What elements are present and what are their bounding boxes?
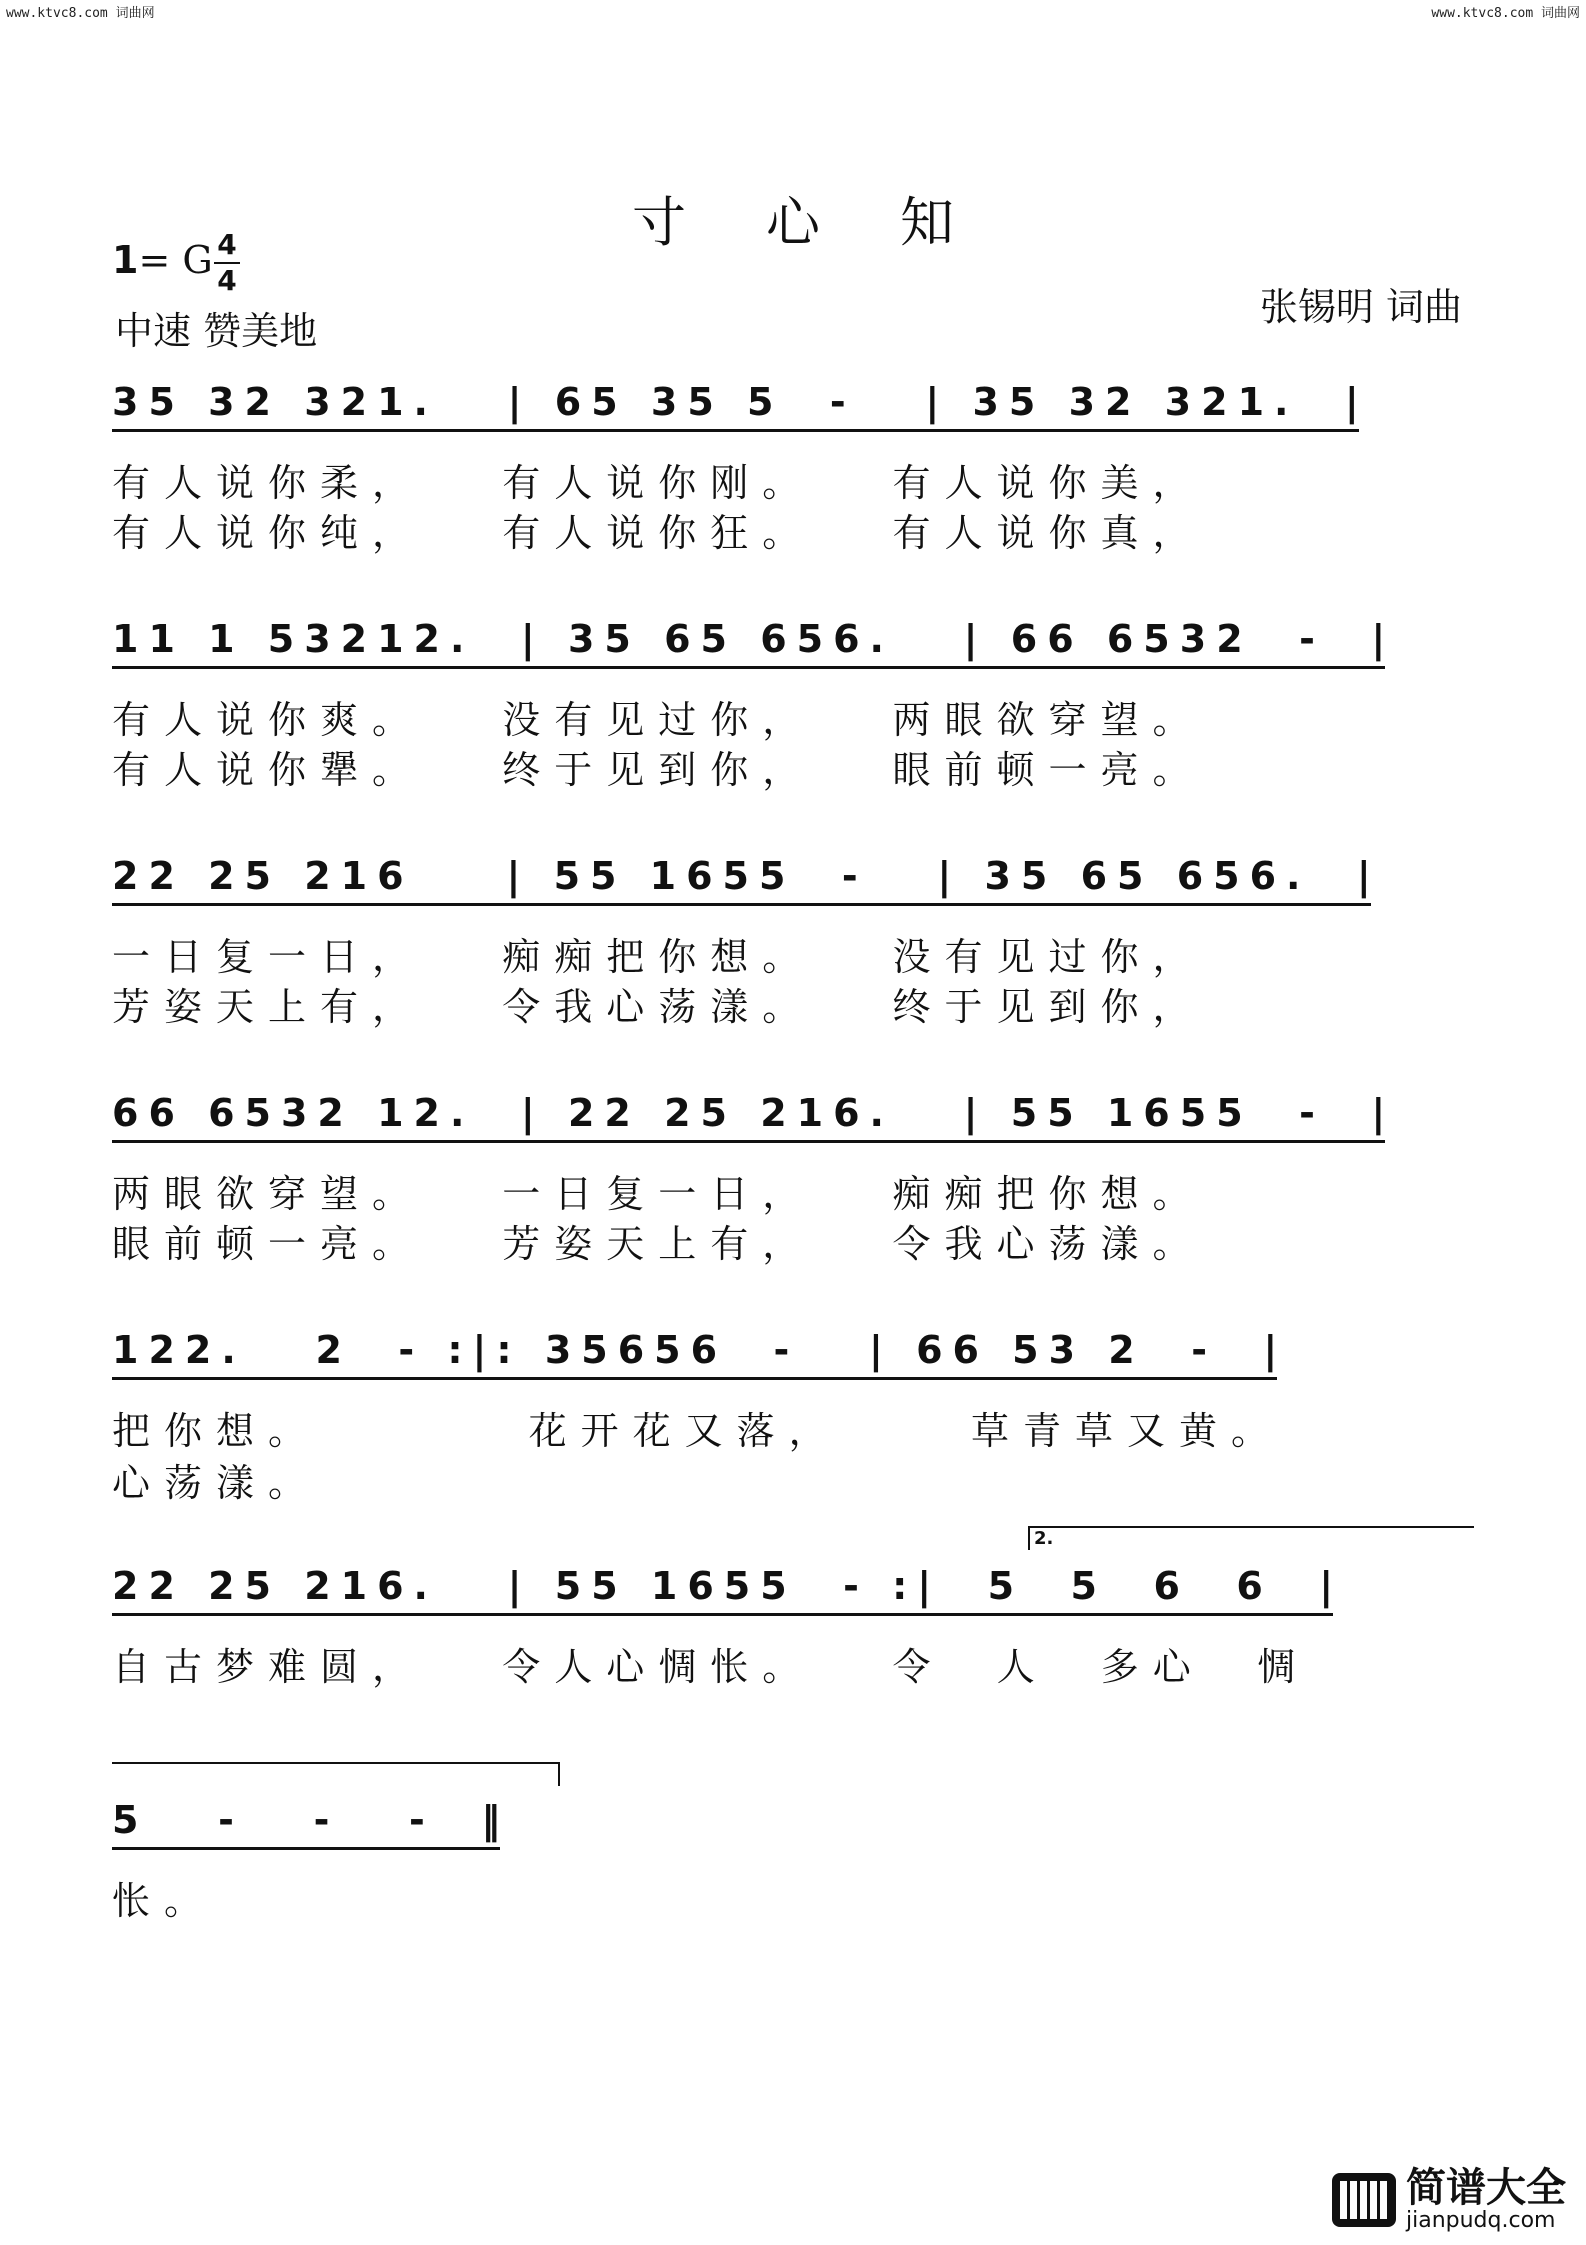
volta-bracket — [1028, 1526, 1474, 1550]
notes-row-6: 22 25 216. | 55 1655 - :| 5 5 6 6 | — [112, 1564, 1343, 1618]
notes-row-1: 35 32 321. | 65 35 5 - | 35 32 321. | — [112, 380, 1369, 434]
notes-row-3: 22 25 216 | 55 1655 - | 35 65 656. | — [112, 854, 1381, 908]
notes-row-5: 122. 2 - :|: 35656 - | 66 53 2 - | — [112, 1328, 1287, 1382]
logo-url: jianpudq.com — [1406, 2208, 1556, 2233]
lyrics-row-4-verse-2: 眼前顿一亮。 芳姿天上有， 令我心荡漾。 — [112, 1222, 1205, 1266]
author-credit: 张锡明 词曲 — [1259, 285, 1462, 329]
volta-bracket-end — [112, 1762, 560, 1786]
volta-label: 2. — [1034, 1528, 1054, 1549]
lyrics-row-4-verse-1: 两眼欲穿望。 一日复一日， 痴痴把你想。 — [112, 1172, 1205, 1216]
watermark-left: www.ktvc8.com 词曲网 — [6, 6, 155, 21]
piano-keys-icon — [1332, 2173, 1396, 2227]
watermark-right: www.ktvc8.com 词曲网 — [1431, 6, 1580, 21]
time-numerator: 4 — [214, 228, 240, 264]
lyrics-row-6-verse-1: 自古梦难圆， 令人心惆怅。 令 人 多心 惆 — [112, 1645, 1309, 1689]
lyrics-row-5-verse-1: 把你想。 花开花又落， 草青草又黄。 — [112, 1409, 1284, 1453]
lyrics-row-5-verse-2: 心荡漾。 — [112, 1461, 321, 1505]
time-signature — [214, 228, 240, 298]
time-denominator: 4 — [217, 264, 237, 297]
tempo-marking: 中速 赞美地 — [115, 309, 318, 353]
key-label: = G — [138, 238, 213, 282]
key-tonic: 1 — [112, 238, 139, 282]
page-title: 寸心知 — [632, 191, 1034, 254]
logo-name: 简谱大全 — [1406, 2165, 1566, 2211]
notes-row-2: 11 1 53212. | 35 65 656. | 66 6532 - | — [112, 617, 1395, 671]
notes-row-4: 66 6532 12. | 22 25 216. | 55 1655 - | — [112, 1091, 1395, 1145]
notes-row-7: 5 - - - ‖ — [112, 1798, 510, 1852]
site-logo[interactable] — [1332, 2167, 1566, 2233]
lyrics-row-3-verse-2: 芳姿天上有， 令我心荡漾。 终于见到你， — [112, 985, 1205, 1029]
lyrics-row-1-verse-1: 有人说你柔， 有人说你刚。 有人说你美， — [112, 461, 1205, 505]
lyrics-row-2-verse-2: 有人说你犟。 终于见到你， 眼前顿一亮。 — [112, 748, 1205, 792]
key-signature — [112, 238, 213, 282]
lyrics-row-3-verse-1: 一日复一日， 痴痴把你想。 没有见过你， — [112, 935, 1205, 979]
lyrics-row-1-verse-2: 有人说你纯， 有人说你狂。 有人说你真， — [112, 511, 1205, 555]
lyrics-row-7-verse-1: 怅。 — [112, 1879, 217, 1923]
lyrics-row-2-verse-1: 有人说你爽。 没有见过你， 两眼欲穿望。 — [112, 698, 1205, 742]
